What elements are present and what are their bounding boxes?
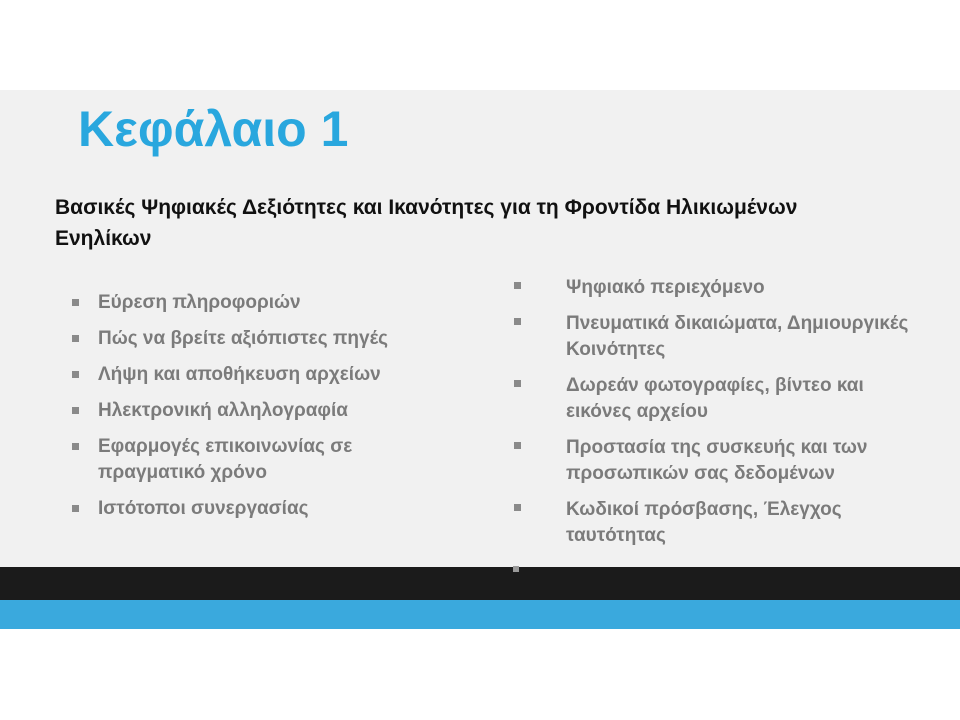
list-item	[512, 373, 932, 425]
bullet-square-icon	[514, 282, 521, 289]
bullet-square-icon	[514, 442, 521, 449]
footer-dark-bar	[0, 567, 960, 600]
list-item	[70, 326, 450, 352]
slide-subtitle: Βασικές Ψηφιακές Δεξιότητες και Ικανότητες για τη Φροντίδα Ηλικιωμένων Ενηλίκων	[55, 196, 798, 250]
list-item	[512, 275, 932, 301]
list-item-label: Λήψη και αποθήκευση αρχείων	[98, 364, 381, 385]
bullet-square-icon	[72, 407, 79, 414]
bullet-square-icon	[513, 566, 519, 572]
bullet-square-icon	[72, 299, 79, 306]
list-item-label: Εφαρμογές επικοινωνίας σε πραγματικό χρόνο	[98, 436, 353, 483]
list-item-label: Προστασία της συσκευής και των προσωπικών σας δεδομένων	[566, 437, 868, 484]
list-item	[70, 434, 450, 486]
footer-blue-bar	[0, 600, 960, 629]
list-item-label: Κωδικοί πρόσβασης, Έλεγχος ταυτότητας	[566, 499, 842, 546]
list-item-label: Δωρεάν φωτογραφίες, βίντεο και εικόνες αρχείου	[566, 375, 864, 422]
list-item	[70, 496, 450, 522]
bullet-square-icon	[72, 505, 79, 512]
bullet-square-icon	[72, 371, 79, 378]
list-item-label: Πνευματικά δικαιώματα, Δημιουργικές Κοινότητες	[566, 313, 909, 360]
left-topic-list	[70, 290, 450, 532]
list-item-label: Εύρεση πληροφοριών	[98, 292, 301, 313]
bullet-square-icon	[514, 504, 521, 511]
slide-title: Κεφάλαιο 1	[78, 101, 349, 157]
list-item	[70, 362, 450, 388]
bullet-square-icon	[72, 443, 79, 450]
bullet-square-icon	[514, 380, 521, 387]
list-item-label: Πώς να βρείτε αξιόπιστες πηγές	[98, 328, 389, 349]
list-item	[512, 311, 932, 363]
list-item	[512, 435, 932, 487]
list-item	[70, 290, 450, 316]
right-topic-list	[512, 275, 932, 559]
list-item	[70, 398, 450, 424]
list-item-label: Ιστότοποι συνεργασίας	[98, 498, 309, 519]
list-item	[512, 497, 932, 549]
list-item-label: Ψηφιακό περιεχόμενο	[566, 277, 765, 298]
list-item-label: Ηλεκτρονική αλληλογραφία	[98, 400, 348, 421]
bullet-square-icon	[514, 318, 521, 325]
bullet-square-icon	[72, 335, 79, 342]
